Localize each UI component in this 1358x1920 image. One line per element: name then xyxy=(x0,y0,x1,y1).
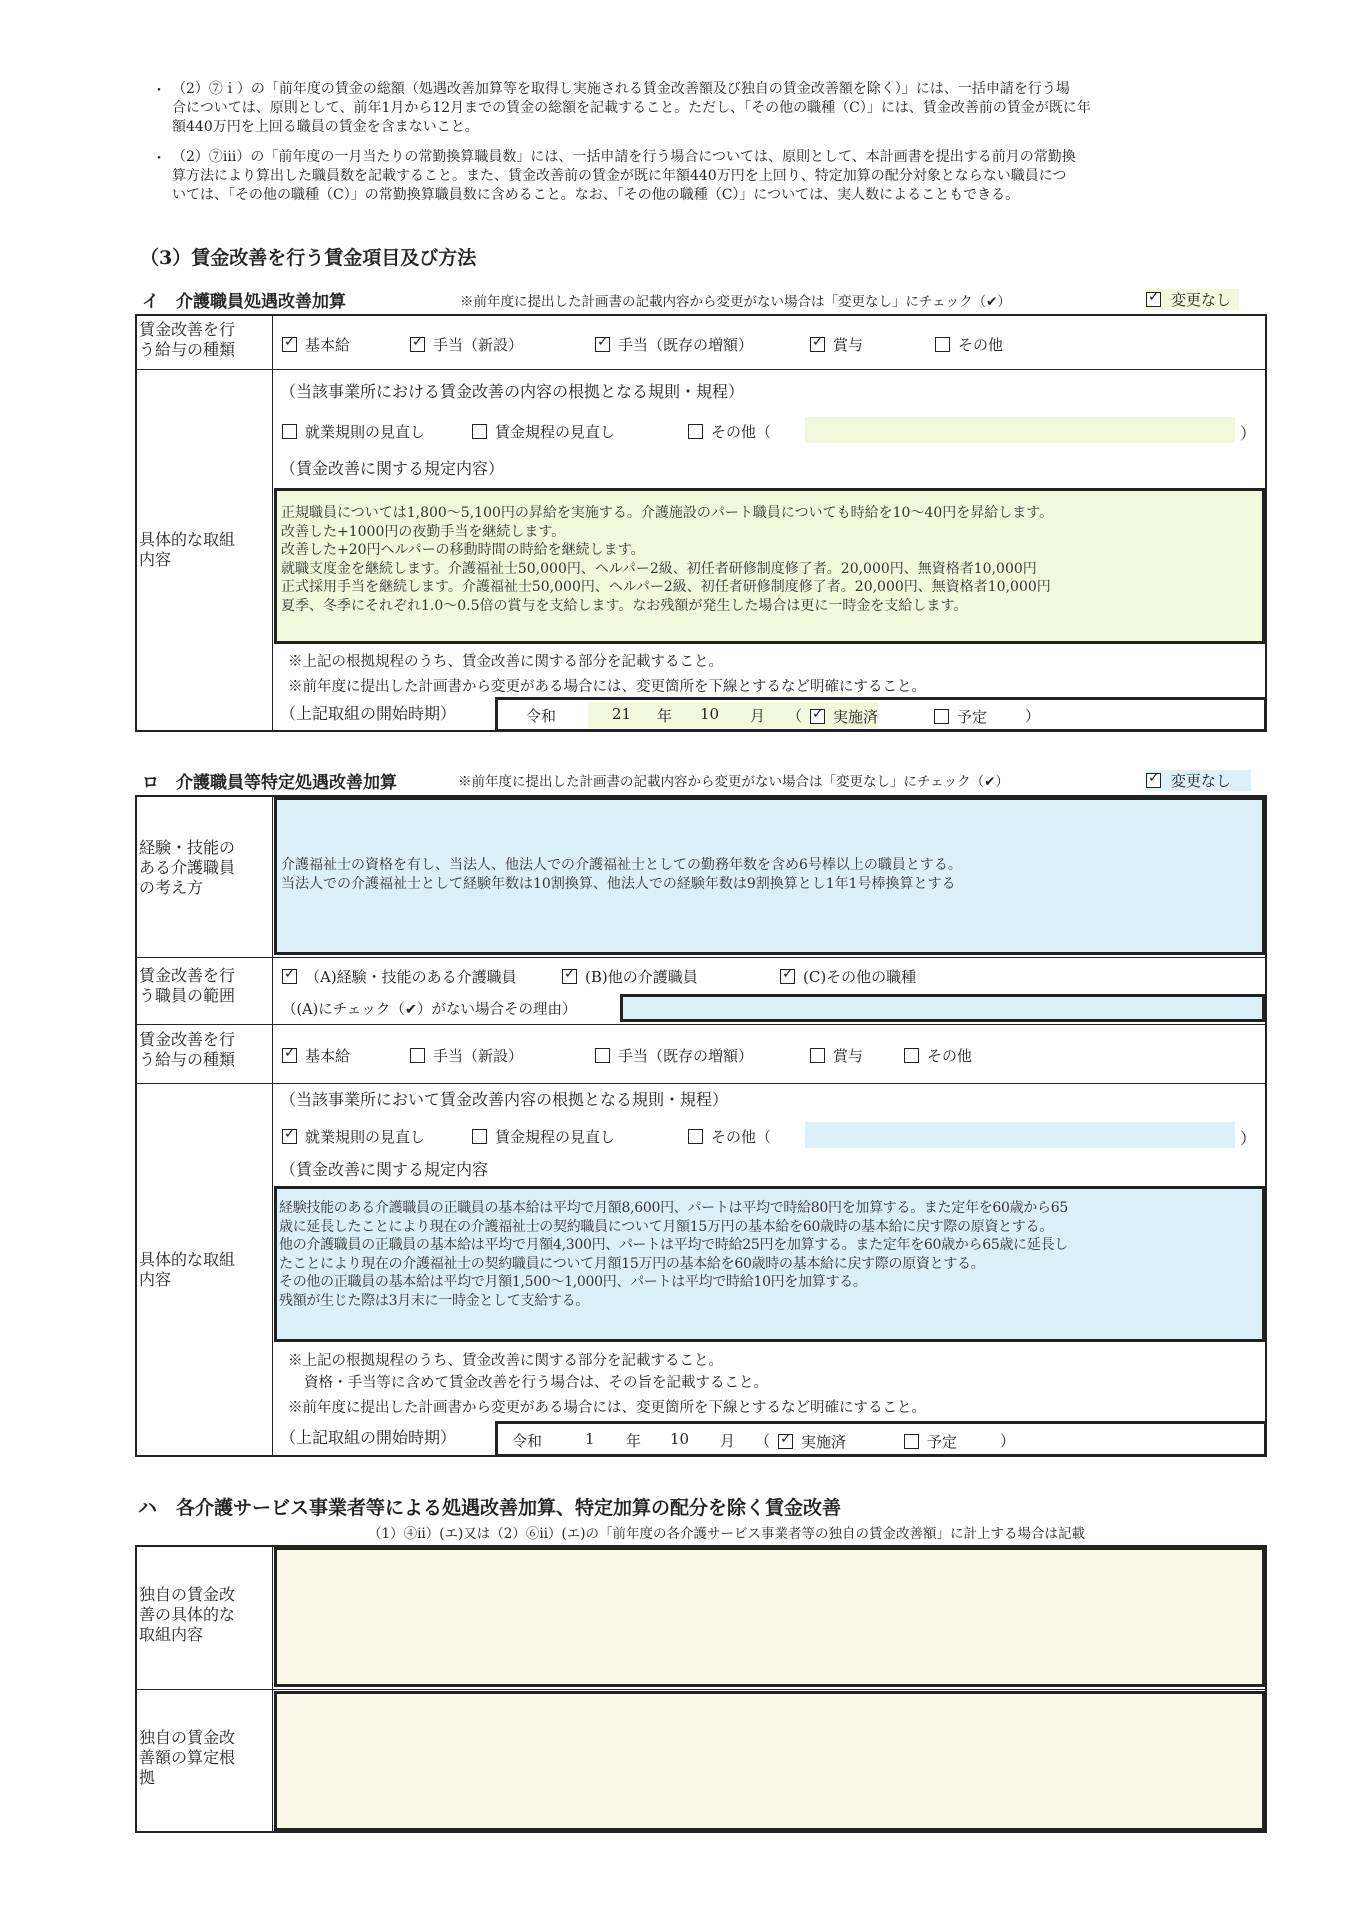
checkbox-icon[interactable] xyxy=(562,969,577,984)
option-base-salary[interactable]: ✓ 基本給 xyxy=(282,334,350,355)
row-label-measures: 具体的な取組 内容 xyxy=(139,530,236,569)
month[interactable]: 10 xyxy=(670,1430,690,1448)
experienced-text: 介護福祉士の資格を有し、当法人、他法人での介護福祉士としての勤務年数を含め6号棒以上の職員とする。 当法人での介護福祉士として経験年数は10割換算、他法人での経験年数は9割換算とし1年1号棒換算とする xyxy=(281,857,962,892)
checkbox-icon[interactable] xyxy=(410,337,425,352)
option-other-rules[interactable]: その他（ xyxy=(688,421,771,442)
bullet-icon: ・ xyxy=(152,151,166,167)
end-paren: ） xyxy=(1000,1432,1016,1450)
option-other[interactable]: その他 xyxy=(935,334,1003,355)
checkbox-icon[interactable] xyxy=(472,424,487,439)
provisions-heading: （賃金改善に関する規定内容 xyxy=(280,1160,489,1179)
option-wage-rules[interactable]: 賃金規程の見直し xyxy=(472,1126,615,1147)
own-basis-textbox[interactable] xyxy=(274,1691,1265,1831)
checkbox-icon[interactable] xyxy=(282,1129,297,1144)
month-unit: 月 xyxy=(720,1432,736,1450)
divider xyxy=(135,1083,1267,1084)
row-label-own-measures: 独自の賃金改 善の具体的な 取組内容 xyxy=(139,1585,236,1644)
provisions-textbox[interactable] xyxy=(274,488,1265,644)
option-other[interactable]: その他 xyxy=(904,1045,972,1066)
rules-heading: （当該事業所における賃金改善の内容の根拠となる規則・規程） xyxy=(280,382,745,401)
option-implemented[interactable]: ✓ 実施済 xyxy=(778,1431,846,1452)
start-date-box xyxy=(495,1421,1267,1457)
option-implemented[interactable]: ✓ 実施済 xyxy=(810,706,878,727)
checkbox-icon[interactable] xyxy=(282,424,297,439)
checkbox-icon[interactable] xyxy=(282,337,297,352)
own-measures-textbox[interactable] xyxy=(274,1547,1265,1687)
year[interactable]: 21 xyxy=(612,705,632,723)
section-i-no-change[interactable]: ✓ 変更なし xyxy=(1146,289,1239,310)
remark-2: ※前年度に提出した計画書から変更がある場合には、変更箇所を下線とするなど明確にすること。 xyxy=(288,679,926,695)
checkbox-icon[interactable] xyxy=(810,337,825,352)
checkbox-icon[interactable] xyxy=(282,969,297,984)
checkbox-icon[interactable] xyxy=(778,1434,793,1449)
option-planned[interactable]: 予定 xyxy=(904,1431,957,1452)
divider xyxy=(272,314,273,732)
section-ro-title: ロ 介護職員等特定処遇改善加算 xyxy=(142,773,397,793)
close-paren: ） xyxy=(1240,424,1257,443)
remark-1: ※上記の根拠規程のうち、賃金改善に関する部分を記載すること。 xyxy=(288,654,723,670)
checkbox-icon[interactable] xyxy=(688,1129,703,1144)
section-ha-subnote: （1）④ⅱ）(エ)又は（2）⑥ⅱ）(エ)の「前年度の各介護サービス事業者等の独自の賃金改善額」に計上する場合は記載 xyxy=(368,1526,1086,1542)
era: 令和 xyxy=(512,1432,543,1450)
divider xyxy=(272,795,273,1457)
remark-2: 資格・手当等に含めて賃金改善を行う場合は、その旨を記載すること。 xyxy=(304,1375,768,1391)
checkbox-icon[interactable] xyxy=(282,1048,297,1063)
era: 令和 xyxy=(526,707,557,725)
checkbox-icon[interactable] xyxy=(904,1434,919,1449)
note-1: （2）⑦ｉ）の「前年度の賃金の総額（処遇改善加算等を取得し実施される賃金改善額及び独自の賃金改善額を除く）」には、一括申請を行う場 合については、原則として、前年1月から12月までの賃金の総額を記載すること。ただし、「その他の職種（C）」には、賃金改善前の賃金が既に年 額440万円を上回る職員の賃金を含まないこと。 xyxy=(172,81,1091,135)
divider xyxy=(135,369,1267,370)
checkbox-icon[interactable] xyxy=(810,709,825,724)
provisions-text: 経験技能のある介護職員の正職員の基本給は平均で月額8,600円、パートは平均で時給80円を加算する。また定年を60歳から65 歳に延長したことにより現在の介護福祉士の契約職員について月額15万円の基本給を60歳時の基本給に戻す際の原資とする。 他の介護職員の正職員の基本給は平均で月額4,300円、パートは平均で時給25円を加算する。また定年を60歳から65歳に延長し たことにより現在の介護福祉士の契約職員について月額15万円の基本給を60歳時の基本給に戻す際の原資とする。 その他の正職員の基本給は平均で月額1,500～1,000円、パートは平均で時給10円を加算する。 残額が生じた際は3月末に一時金として支給する。 xyxy=(279,1200,1068,1309)
month-unit: 月 xyxy=(750,707,766,725)
rules-heading: （当該事業所において賃金改善内容の根拠となる規則・規程） xyxy=(280,1090,729,1109)
option-allowance-new[interactable]: ✓ 手当（新設） xyxy=(410,334,523,355)
end-paren: ） xyxy=(1025,707,1041,725)
own-measures-text xyxy=(277,1550,1262,1566)
section-ro-no-change[interactable]: ✓ 変更なし xyxy=(1146,770,1251,791)
option-base-salary[interactable]: ✓ 基本給 xyxy=(282,1045,350,1066)
row-label-own-basis: 独自の賃金改 善額の算定根 拠 xyxy=(139,1728,236,1787)
row-label-measures: 具体的な取組 内容 xyxy=(139,1250,236,1289)
start-label: （上記取組の開始時期） xyxy=(280,704,457,723)
section-i-title: イ 介護職員処遇改善加算 xyxy=(142,292,346,312)
divider xyxy=(135,1689,1267,1690)
remark-3: ※前年度に提出した計画書から変更がある場合には、変更箇所を下線とするなど明確にすること。 xyxy=(288,1400,926,1416)
open-paren: （ xyxy=(755,1432,771,1450)
open-paren: （ xyxy=(787,707,803,725)
scope-reason-label: （(A)にチェック（✔）がない場合その理由） xyxy=(282,1002,577,1018)
option-scope-c[interactable]: ✓ (C)その他の職種 xyxy=(780,966,916,987)
checkbox-icon[interactable] xyxy=(595,1048,610,1063)
start-label: （上記取組の開始時期） xyxy=(280,1428,457,1447)
checkbox-icon[interactable] xyxy=(935,337,950,352)
experienced-textbox[interactable] xyxy=(274,797,1265,955)
checkbox-icon[interactable] xyxy=(780,969,795,984)
checkbox-icon[interactable] xyxy=(810,1048,825,1063)
section-ha-title: ハ 各介護サービス事業者等による処遇改善加算、特定加算の配分を除く賃金改善 xyxy=(138,1497,842,1519)
provisions-heading: （賃金改善に関する規定内容） xyxy=(280,459,505,478)
year-unit: 年 xyxy=(626,1432,642,1450)
option-bonus[interactable]: ✓ 賞与 xyxy=(810,334,863,355)
own-basis-text xyxy=(277,1694,1262,1710)
year[interactable]: 1 xyxy=(585,1430,595,1448)
remark-1: ※上記の根拠規程のうち、賃金改善に関する部分を記載すること。 xyxy=(288,1353,723,1369)
checkbox-icon[interactable] xyxy=(472,1129,487,1144)
checkbox-icon[interactable] xyxy=(410,1048,425,1063)
option-planned[interactable]: 予定 xyxy=(934,706,987,727)
divider xyxy=(135,1024,1267,1025)
option-work-rules[interactable]: 就業規則の見直し xyxy=(282,421,425,442)
option-allowance-increase[interactable]: ✓ 手当（既存の増額） xyxy=(595,334,753,355)
row-label-scope: 賃金改善を行 う職員の範囲 xyxy=(139,966,236,1005)
option-scope-a[interactable]: ✓ （A)経験・技能のある介護職員 xyxy=(282,966,517,987)
other-rules-input[interactable] xyxy=(805,1122,1235,1148)
section3-title: （3）賃金改善を行う賃金項目及び方法 xyxy=(140,247,477,269)
provisions-textbox[interactable] xyxy=(274,1186,1265,1342)
checkbox-icon[interactable] xyxy=(934,709,949,724)
section-ro-note: ※前年度に提出した計画書の記載内容から変更がない場合は「変更なし」にチェック（✔） xyxy=(458,774,1009,790)
checkbox-icon[interactable] xyxy=(688,424,703,439)
other-rules-input[interactable] xyxy=(805,417,1235,443)
option-wage-rules[interactable]: 賃金規程の見直し xyxy=(472,421,615,442)
option-other-rules[interactable]: その他（ xyxy=(688,1126,771,1147)
scope-reason-input[interactable] xyxy=(620,994,1265,1022)
row-label-experienced: 経験・技能の ある介護職員 の考え方 xyxy=(139,838,236,897)
bullet-icon: ・ xyxy=(152,83,166,99)
row-label-wage-type: 賃金改善を行 う給与の種類 xyxy=(139,320,236,359)
month[interactable]: 10 xyxy=(700,705,720,723)
checkbox-icon[interactable] xyxy=(1146,773,1161,788)
option-allowance-new[interactable]: 手当（新設） xyxy=(410,1045,523,1066)
option-allowance-increase[interactable]: 手当（既存の増額） xyxy=(595,1045,753,1066)
option-scope-b[interactable]: ✓ (B)他の介護職員 xyxy=(562,966,698,987)
checkbox-icon[interactable] xyxy=(595,337,610,352)
row-label-wage-type: 賃金改善を行 う給与の種類 xyxy=(139,1030,236,1069)
close-paren: ） xyxy=(1240,1129,1257,1148)
option-work-rules[interactable]: ✓ 就業規則の見直し xyxy=(282,1126,425,1147)
checkbox-icon[interactable] xyxy=(1146,292,1161,307)
year-unit: 年 xyxy=(657,707,673,725)
provisions-text: 正規職員については1,800～5,100円の昇給を実施する。介護施設のパート職員についても時給を10～40円を昇給します。 改善した+1000円の夜勤手当を継続します。 改善した+20円ヘルパーの移動時間の時給を継続します。 就職支度金を継続します。介護福祉士50,000円、ヘルパー2級、初任者研修制度修了者。20,000円、無資格者10,000円 正式採用手当を継続します。介護福祉士50,000円、ヘルパー2級、初任者研修制度修了者。20,000円、無資格者10,000円 夏季、冬季にそれぞれ1.0～0.5倍の賞与を支給します。なお残額が発生した場合は更に一時金を支給します。 xyxy=(281,505,1054,614)
checkbox-icon[interactable] xyxy=(904,1048,919,1063)
option-bonus[interactable]: 賞与 xyxy=(810,1045,863,1066)
divider xyxy=(135,957,1267,958)
note-2: （2）⑦ⅲ）の「前年度の一月当たりの常勤換算職員数」には、一括申請を行う場合については、原則として、本計画書を提出する前月の常勤換 算方法により算出した職員数を記載すること。また、賃金改善前の賃金が既に年額440万円を上回り、特定加算の配分対象とならない職員につ いては、「その他の職種（C）」の常勤換算職員数に含めること。なお、「その他の職種（C）」については、実人数によることもできる。 xyxy=(172,149,1076,203)
section-i-note: ※前年度に提出した計画書の記載内容から変更がない場合は「変更なし」にチェック（✔） xyxy=(460,294,1011,310)
